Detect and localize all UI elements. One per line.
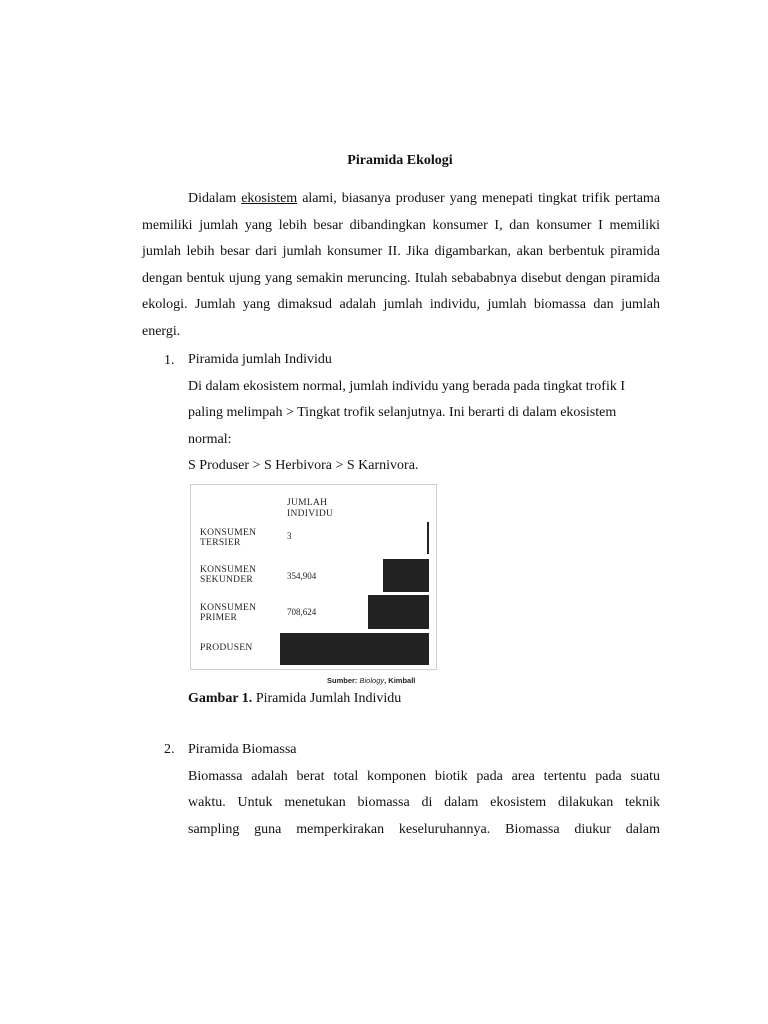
section-2-line: waktu. Untuk menetukan biomassa di dalam ekosistem dilakukan teknik [188,795,660,810]
figure-caption [188,691,401,707]
section-1-line: S Produser > S Herbivora > S Karnivora. [188,458,419,473]
row-label-line: PRODUSEN [200,643,253,653]
value-label-primer: 708,624 [287,607,317,617]
source-author: , Kimball [384,676,416,685]
row-label-line: KONSUMEN [200,565,257,575]
row-label-primer [200,603,256,623]
header-line-1: JUMLAH [287,498,328,508]
value-label-tersier: 3 [287,531,292,541]
row-label-line: TERSIER [200,538,241,548]
figure-column-header [287,498,333,520]
page-title: Piramida Ekologi [347,153,453,168]
bar-konsumen-primer [368,595,429,629]
intro-rest: alami, biasanya produser yang menepati tingkat trifik pertama memiliki jumlah yang lebih besar dibandingkan konsumer I, dan konsumer I memiliki jumlah lebih besar dari jumlah konsumer II. Jika digambarkan, akan berbentuk piramida dengan bentuk ujung yang semakin meruncing. Itulah sebababnya disebut dengan piramida ekologi. Jumlah yang dimaksud adalah jumlah individu, jumlah biomassa dan jumlah energi. [142,191,661,339]
intro-lead: Didalam [188,191,237,206]
section-1-line: normal: [188,431,232,447]
list-number-2: 2. [164,742,175,757]
row-label-line: PRIMER [200,613,238,623]
figure-source [327,676,415,685]
section-2-heading: Piramida Biomassa [188,742,297,757]
bar-konsumen-tersier [427,522,429,554]
row-label-produsen [200,643,253,653]
intro-paragraph [142,186,660,345]
source-title: Biology [359,676,385,685]
section-2 [188,737,660,843]
section-1-line: paling melimpah > Tingkat trofik selanjutnya. Ini berarti di dalam ekosistem [188,405,617,420]
row-label-line: KONSUMEN [200,528,257,538]
section-2-line: Biomassa adalah berat total komponen biotik pada area tertentu pada suatu [188,768,660,784]
row-label-tersier [200,528,256,548]
caption-label: Gambar 1. [188,691,253,706]
row-label-line: KONSUMEN [200,603,257,613]
row-label-line: SEKUNDER [200,575,254,585]
ekosistem-link[interactable]: ekosistem [241,191,298,206]
bar-produsen [280,633,429,665]
section-1-heading: Piramida jumlah Individu [188,352,332,367]
list-number-1: 1. [164,353,175,368]
pyramid-figure [190,484,437,670]
value-label-sekunder: 354,904 [287,571,317,581]
caption-text: Piramida Jumlah Individu [252,691,402,706]
section-2-line: sampling guna memperkirakan keseluruhannya. Biomassa diukur dalam [188,821,660,837]
source-prefix: Sumber: [327,676,358,685]
section-1-line: Di dalam ekosistem normal, jumlah individu yang berada pada tingkat trofik I [188,378,626,394]
header-line-2: INDIVIDU [287,509,334,519]
row-label-sekunder [200,565,256,585]
section-1 [188,347,660,480]
bar-konsumen-sekunder [383,559,429,592]
